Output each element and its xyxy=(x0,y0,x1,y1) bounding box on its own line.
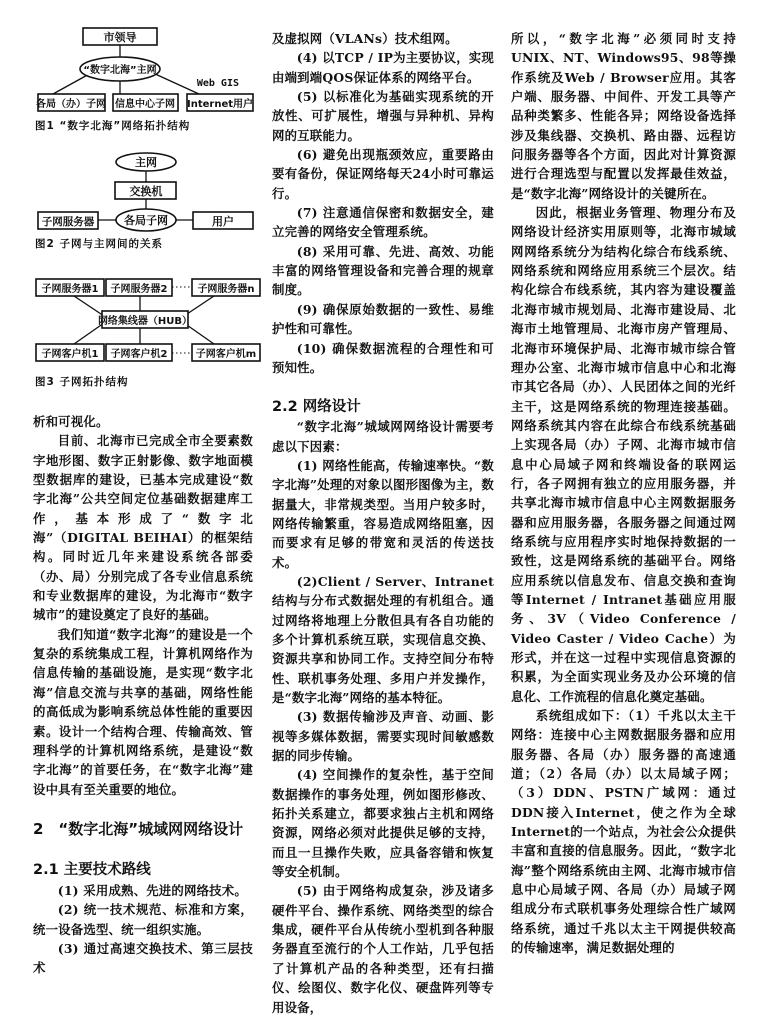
fig1-line-right xyxy=(153,73,199,94)
section-2-heading: 2 “数字北海”城域网网络设计 xyxy=(33,819,244,838)
fig1-label-child-2: 信息中心子网 xyxy=(115,99,175,110)
section-2-1-heading: 2.1 主要技术路线 xyxy=(33,861,151,878)
fig3-label-client-m: 子网客户机m xyxy=(195,349,257,360)
tech-item-1: (1) 采用成熟、先进的网络技术。 xyxy=(57,882,247,898)
figure-2-diagram xyxy=(3,152,233,242)
tech-item-7: (7) 注意通信保密和数据安全，建立完善的网络安全管理系统。 xyxy=(272,205,494,240)
tech-item-6: (6) 避免出现瓶颈效应，重要路由要有备份，保证网络每天24小时可靠运行。 xyxy=(272,147,494,201)
fig3-label-server-1: 子网服务器1 xyxy=(41,284,99,295)
fig3-label-client-1: 子网客户机1 xyxy=(41,349,99,360)
paragraph-system-composition: 系统组成如下：（1）千兆以太主干网络：连接中心主网数据服务器和应用服务器、各局（办）服务器的高速通道；（2）各局（办）以太局域子网；（3）DDN、PSTN广域网：通过DDN接入Internet，使之作为全球Internet的一个站点，为社会公众提供丰富和直接的信息服务。因此，“数字北海”整个网络系统由主网、北海市城市信息中心局域子网、各局（办）局域子网组成分布式联机事务处理综合性广域网络系统，通过千兆以太主干网提供较高的传输速率，满足数据处理的 xyxy=(511,708,736,956)
fig2-label-right: 用户 xyxy=(212,215,234,228)
fig2-label-top: 主网 xyxy=(135,156,157,169)
fig1-annotation: Web GIS xyxy=(196,78,239,89)
paragraph-current-status: 目前、北海市已完成全市全要素数字地形图、数字正射影像、数字地面模型数据库的建设，已基本完成建设“数字北海”公共空间定位基础数据建库工作，基本形成了“数字北海”（DIGITAL BEIHAI）的框架结构。同时近几年来建设系统各部委（办、局）分别完成了各专业信息系统和专业数据库的建设，为北海市“数字城市”的建设奠定了良好的基础。 xyxy=(33,433,253,623)
figure-3-diagram xyxy=(34,279,264,369)
figure-3-caption: 图3 子网拓扑结构 xyxy=(35,376,129,388)
design-factor-3: (3) 数据传输涉及声音、动画、影视等多媒体数据，需要实现时间敏感数据的同步传输。 xyxy=(272,709,494,764)
design-factor-1: (1) 网络性能高，传输速率快。“数字北海”处理的对象以图形图像为主，数据量大，非常规类型。当用户较多时，网络传输繁重，容易造成网络阻塞，因而要求有足够的带宽和灵活的传送技术。 xyxy=(272,457,494,570)
fig2-label-left: 子网服务器 xyxy=(41,216,95,228)
tech-item-3: (3) 通过高速交换技术、第三层技术 xyxy=(33,940,253,976)
fig1-label-child-3: Internet用户 xyxy=(186,99,254,110)
tech-item-5: (5) 以标准化为基础实现系统的开放性、可扩展性，增强与异种机、异构网的互联能力。 xyxy=(272,89,494,143)
tech-item-8: (8) 采用可靠、先进、高效、功能丰富的网络管理设备和完善合理的规章制度。 xyxy=(272,243,494,298)
tech-item-4: (4) 以TCP / IP为主要协议，实现由端到端QOS保证体系的网络平台。 xyxy=(272,50,494,85)
fig1-line-left xyxy=(53,73,91,94)
paragraph-platform-support: 所以，“数字北海”必须同时支持UNIX、NT、Windows95、98等操作系统及Web / Browser应用。其客户端、服务器、中间件、开发工具等产品种类繁多、性能各异；网络设备选择涉及集线器、交换机、路由器、远程访问服务器等各个方面，因此对计算资源进行合理选型与配置以发挥最佳效益，是“数字北海”网络设计的关键所在。 xyxy=(511,31,736,201)
tech-item-9: (9) 确保原始数据的一致性、易维护性和可靠性。 xyxy=(272,301,494,337)
paragraph-continued: 析和可视化。 xyxy=(33,414,109,429)
design-factor-5: (5) 由于网络构成复杂，涉及诸多硬件平台、操作系统、网络类型的综合集成，硬件平台从传统小型机到各种服务器直至流行的个人工作站，几乎包括了计算机产品的各种类型，还有扫描仪、绘图仪、数字化仪、硬盘阵列等专用设备， xyxy=(272,883,494,1015)
tech-item-2: (2) 统一技术规范、标准和方案，统一设备选型、统一组织实施。 xyxy=(33,902,253,937)
design-intro: “数字北海”城域网网络设计需要考虑以下因素： xyxy=(272,419,494,454)
design-factor-2: (2)Client / Server、Intranet结构与分布式数据处理的有机组合。通过网络将地理上分散但具有各自功能的多个计算机系统互联，实现信息交换、资源共享和协同工作。支持空间分布特性、联机事务处理、多用户并发操作，是“数字北海”网络的基本特征。 xyxy=(272,573,494,705)
fig2-label-switch: 交换机 xyxy=(129,185,163,198)
fig3-label-server-2: 子网服务器2 xyxy=(110,284,168,295)
fig1-label-center: “数字北海”主网 xyxy=(83,65,157,76)
figure-1-caption: 图1 “数字北海”网络拓扑结构 xyxy=(35,120,191,132)
fig2-label-center: 各局子网 xyxy=(124,214,168,227)
column-1-text xyxy=(33,412,253,978)
figure-2-caption: 图2 子网与主网间的关系 xyxy=(35,238,163,250)
tech-item-10: (10) 确保数据流程的合理性和可预知性。 xyxy=(272,340,494,375)
tech-item-3-continued: 及虚拟网（VLANs）技术组网。 xyxy=(272,31,458,46)
column-2 xyxy=(272,29,494,1017)
fig3-label-hub: 网络集线器（HUB） xyxy=(97,316,193,327)
paragraph-importance: 我们知道“数字北海”的建设是一个复杂的系统集成工程，计算机网络作为信息传输的基础设施，是实现“数字北海”信息交流与共享的基础，网络性能的高低成为影响系统总体性能的重要因素。设计一个结构合理、传输高效、管理科学的计算机网络系统，是建设“数字北海”的首要任务，在“数字北海”建设中具有至关重要的地位。 xyxy=(33,626,253,797)
design-factor-4: (4) 空间操作的复杂性，基于空间数据操作的事务处理，例如图形修改、拓扑关系建立，都要求独占主机和网络资源，网络必须对此提供足够的支持，而且一旦操作失败，应具备容错和恢复等安全机制。 xyxy=(272,767,494,880)
fig3-label-server-n: 子网服务器n xyxy=(197,284,255,295)
column-3 xyxy=(511,29,736,958)
section-2-2-heading: 2.2 网络设计 xyxy=(272,399,361,416)
fig3-line-s1 xyxy=(74,296,104,316)
fig3-label-client-2: 子网客户机2 xyxy=(110,349,168,360)
paragraph-network-layers: 因此，根据业务管理、物理分布及网络设计经济实用原则等，北海市城域网网络系统分为结构化综合布线系统、网络系统和网络应用系统三个层次。结构化综合布线系统，其内容为建设覆盖北海市城市规划局、北海市建设局、北海市土地管理局、北海市房产管理局、北海市环境保护局、北海市城市综合管理办公室、北海市城市信息中心和北海市其它各局（办）、人民团体之间的光纤主干，这是网络系统的物理连接基础。网络系统其内容在此综合布线系统基础上实现各局（办）子网、北海市城市信息中心局域子网和终端设备的联网运行，各子网拥有独立的应用服务器，并共享北海市城市信息中心主网数据服务器和应用服务器，各服务器之间通过网络系统与应用程序实时地保持数据的一致性，这是网络系统的基础平台。网络应用系统以信息发布、信息交换和查询等Internet / Intranet基础应用服务、3V（Video Conference / Video Caster / Video Cache）为形式，并在这一过程中实现信息资源的积累，为全面实现业务及办公环境的信息化、工作流程的信息化奠定基础。 xyxy=(511,205,736,704)
fig1-label-child-1: 各局（办）子网 xyxy=(36,99,106,110)
fig1-label-top: 市领导 xyxy=(103,31,137,44)
